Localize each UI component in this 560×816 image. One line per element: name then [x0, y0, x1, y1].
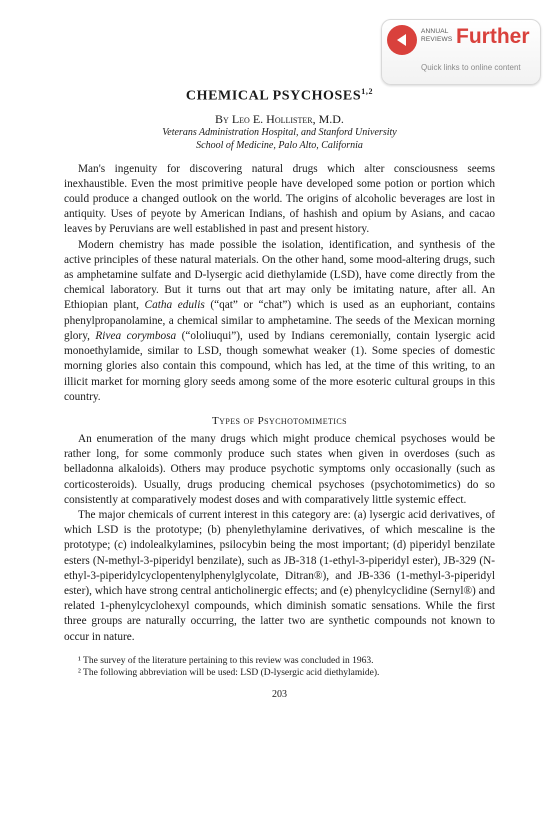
paragraph-2: Modern chemistry has made possible the isolation, identification, and synthesis of the active principles of these natural materials. On the other hand, some mood-altering drugs, such as amphetamine sulfate and D-lysergic acid diethylamide (LSD), have come directly from the chemical laboratory. But it turns out that art may only be imitating nature, after all. An Ethiopian plant, Catha edulis (“qat” or “chat”) which is used as an euphoriant, contains phenylpropanolamine, a chemical similar to amphetamine. The seeds of the Mexican morning glory, Rivea corymbosa (“ololiuqui”), used by Indians ceremonially, contain lysergic acid monoethylamide, similar to LSD, though somewhat weaker (1). Some species of domestic morning glories also contain this compound, which has led, at the time of this writing, to an illicit market for morning glory seeds among some of the more esoteric cultural groups in this country.: [64, 238, 495, 403]
badge-subtitle: Quick links to online content: [421, 63, 521, 72]
affiliation-line-1: Veterans Administration Hospital, and Stanford University: [162, 126, 397, 138]
play-arrow-icon: [387, 25, 417, 55]
page-number: 203: [272, 688, 287, 700]
badge-publisher: ANNUAL REVIEWS: [421, 28, 453, 43]
footnote-1: ¹ The survey of the literature pertaining to this review was concluded in 1963.: [78, 655, 374, 666]
species-catha-edulis: Catha edulis: [144, 299, 205, 312]
article-body: [64, 162, 495, 645]
annual-reviews-further-badge[interactable]: [381, 19, 541, 85]
article-title: CHEMICAL PSYCHOSES$^{1,2}$: [185, 87, 374, 104]
footnote-2: ² The following abbreviation will be used: LSD (D-lysergic acid diethylamide).: [78, 668, 380, 679]
paragraph-1: Man's ingenuity for discovering natural drugs which alter consciousness seems inexhaustible. Even the most primitive people have developed some potion or portion which could produce a changed outlook on the world. The origins of alcoholic beverages are lost in antiquity. Uses of peyote by American Indians, of hashish and opium by Asians, and cacao leaves by Peruvians are well established in past and present history.: [64, 162, 495, 236]
section-heading: Types of Psychotomimetics: [212, 414, 347, 427]
badge-brand: Further: [456, 25, 530, 48]
footnotes: [64, 655, 495, 680]
paragraph-3: An enumeration of the many drugs which might produce chemical psychoses would be rather long, for some commonly produce such states when given in overdoses (such as belladonna alkaloids). Others may produce psychotic symptoms only occasionally (such as corticosteroids). Usually, drugs producing chemical psychoses (psychotomimetics) do so consistently at comparatively modest doses and with comparatively little systemic effect.: [64, 432, 495, 506]
article-page: [64, 83, 495, 700]
title-footnote-marks: 1,2: [361, 87, 374, 96]
affiliation-line-2: School of Medicine, Palo Alto, California: [196, 139, 363, 151]
species-rivea-corymbosa: Rivea corymbosa: [95, 329, 177, 342]
paragraph-4: The major chemicals of current interest in this category are: (a) lysergic acid derivatives, of which LSD is the prototype; (b) phenylethylamine derivatives, of which mescaline is the prototype; (c) indolealkylamines, psilocybin being the most important; (d) piperidyl benzilate esters (N-methyl-3-piperidyl benzilate), such as JB-318 (1-ethyl-3-piperidyl ester), JB-329 (N-ethyl-3-piperidylcyclopentenylphenylglycolate, Ditran®), and JB-336 (1-methyl-3-piperidyl ester), which have strong central anticholinergic effects; and (e) phenylcyclidine (Sernyl®) and related 1-phenylcyclohexyl compounds, which diminish somatic sensations. While the first three groups are naturally occurring, the latter two are synthetic compounds not known to occur in nature.: [64, 508, 495, 643]
byline: By Leo E. Hollister, M.D.: [215, 111, 344, 126]
